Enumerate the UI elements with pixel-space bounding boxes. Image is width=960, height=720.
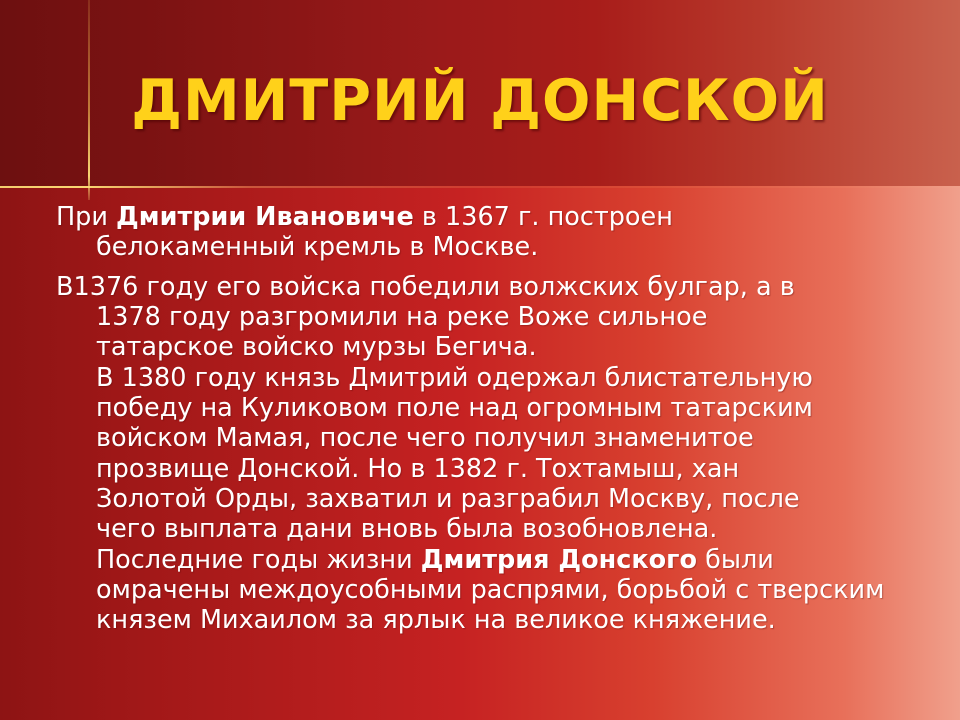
paragraph-1-continuation: белокаменный кремль в Москве. — [96, 232, 539, 263]
paragraph-3-line-5: Золотой Орды, захватил и разграбил Москву, после — [96, 484, 800, 515]
horizontal-accent-line — [0, 186, 960, 188]
paragraph-4 — [96, 545, 916, 636]
paragraph-4-segment-plain-1: Последние годы жизни — [96, 544, 421, 575]
slide-body — [56, 202, 916, 639]
paragraph-4-segment-bold: Дмитрия Донского — [420, 544, 697, 575]
slide-title: ДМИТРИЙ ДОНСКОЙ — [131, 68, 829, 134]
paragraph-2-continuation-line-2: татарское войско мурзы Бегича. — [96, 332, 537, 363]
paragraph-3-line-6: чего выплата дани вновь была возобновлена. — [96, 514, 718, 545]
paragraph-3-line-3: войском Мамая, после чего получил знаменитое — [96, 423, 754, 454]
paragraph-4-segment-plain-2: были омрачены междоусобными распрями, борьбой с тверским князем Михаилом за ярлык на великое княжение. — [96, 544, 885, 636]
paragraph-1 — [56, 202, 916, 263]
paragraph-3-line-2: победу на Куликовом поле над огромным татарским — [96, 393, 813, 424]
paragraph-1-segment-plain-2: в 1367 г. построен — [413, 202, 673, 232]
paragraph-2-continuation-line-1: 1378 году разгромили на реке Воже сильное — [96, 302, 708, 333]
paragraph-1-segment-plain-1: При — [56, 202, 117, 232]
paragraph-3-line-4: прозвище Донской. Но в 1382 г. Тохтамыш, хан — [96, 453, 740, 484]
paragraph-2 — [56, 272, 916, 636]
paragraph-3 — [96, 363, 916, 545]
paragraph-3-line-1: В 1380 году князь Дмитрий одержал блистательную — [96, 362, 813, 393]
paragraph-2-first-line: В1376 году его войска победили волжских булгар, а в — [56, 271, 795, 302]
paragraph-1-segment-bold: Дмитрии Ивановиче — [116, 202, 414, 232]
